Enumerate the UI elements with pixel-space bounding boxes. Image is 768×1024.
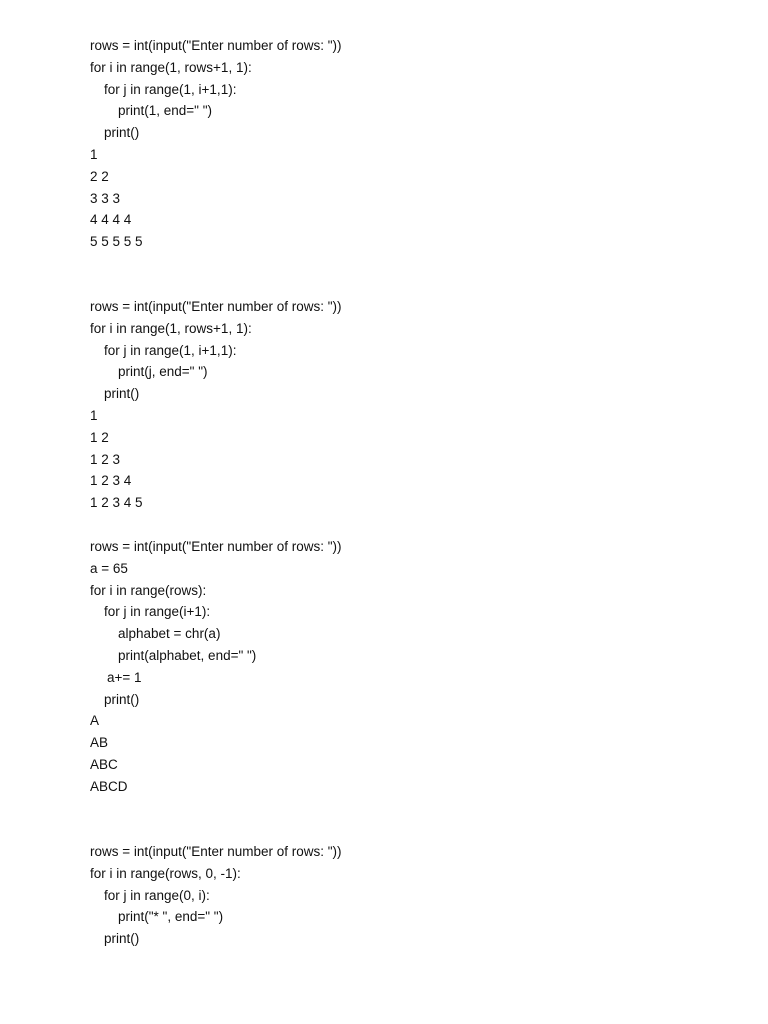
code-line: alphabet = chr(a): [118, 626, 221, 642]
code-line: print(): [104, 931, 140, 947]
code-line: for i in range(rows):: [90, 582, 207, 598]
output-line: 2 2: [90, 168, 109, 184]
code-line: print(j, end=" "): [118, 364, 208, 380]
code-line: print(): [104, 691, 140, 707]
output-line: 1 2: [90, 429, 109, 445]
code-line: a+= 1: [107, 669, 142, 685]
output-line: A: [90, 713, 100, 729]
code-line: for j in range(1, i+1,1):: [104, 342, 237, 358]
code-snippet-3: [90, 536, 690, 798]
code-line: for j in range(0, i):: [104, 887, 210, 903]
code-snippet-4: [90, 841, 690, 950]
output-line: 5 5 5 5 5: [90, 234, 143, 250]
output-line: 4 4 4 4: [90, 212, 132, 228]
output-line: ABCD: [90, 778, 128, 794]
output-line: 1 2 3 4 5: [90, 495, 143, 511]
code-line: print(alphabet, end=" "): [118, 647, 257, 663]
code-line: rows = int(input("Enter number of rows: ")): [90, 299, 342, 314]
output-line: AB: [90, 735, 109, 751]
code-line: for i in range(rows, 0, -1):: [90, 865, 241, 881]
code-line: rows = int(input("Enter number of rows: ")): [90, 844, 342, 859]
output-line: 1 2 3: [90, 451, 121, 467]
code-snippet-1: [90, 35, 690, 253]
code-line: rows = int(input("Enter number of rows: ")): [90, 38, 342, 53]
code-line: for j in range(1, i+1,1):: [104, 81, 237, 97]
code-line: print(1, end=" "): [118, 103, 213, 119]
output-line: 1 2 3 4: [90, 473, 132, 489]
code-line: for j in range(i+1):: [104, 604, 211, 620]
output-line: 1: [90, 407, 98, 423]
code-line: for i in range(1, rows+1, 1):: [90, 59, 252, 75]
code-line: rows = int(input("Enter number of rows: ")): [90, 539, 342, 554]
output-line: 1: [90, 146, 98, 162]
output-line: 3 3 3: [90, 190, 121, 206]
code-line: a = 65: [90, 560, 128, 576]
code-line: for i in range(1, rows+1, 1):: [90, 320, 252, 336]
code-line: print("* ", end=" "): [118, 909, 224, 925]
code-line: print(): [104, 386, 140, 402]
code-line: print(): [104, 125, 140, 141]
code-snippet-2: [90, 296, 690, 514]
output-line: ABC: [90, 756, 118, 772]
